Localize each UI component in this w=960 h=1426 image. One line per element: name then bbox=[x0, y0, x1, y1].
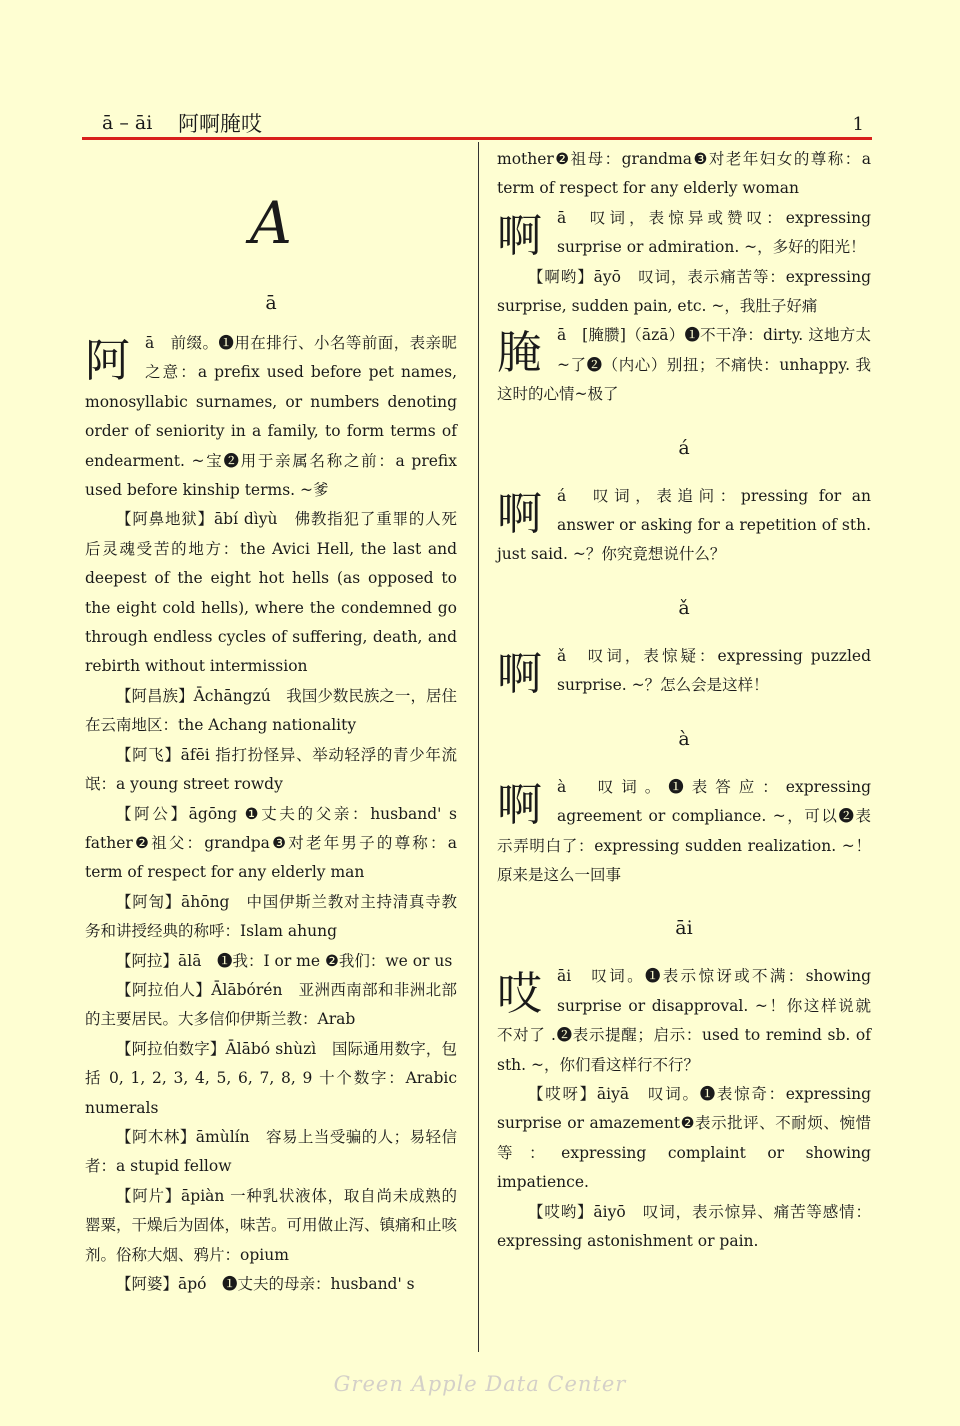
subentry: 【哎哟】āiyō 叹词，表示惊异、痛苦等感情：expressing astonishment or pain. bbox=[497, 1202, 871, 1250]
letter-heading: A bbox=[250, 189, 292, 257]
column-divider bbox=[478, 142, 479, 1352]
entry-text: ā 前缀。❶用在排行、小名等前面，表亲昵之意：a prefix used before pet names, monosyllabic surnames, or numbers denoting order of seniority in a family, to form terms of endearment. ~宝❷用于亲属名称之前：a prefix used before kinship terms. ~爹 bbox=[85, 334, 457, 500]
subentry: 【阿木林】āmùlín 容易上当受骗的人；易轻信者：a stupid fellow bbox=[85, 1127, 457, 1176]
headword: 阿 bbox=[85, 334, 131, 387]
entry-text: ǎ 叹词，表惊疑：expressing puzzled surprise. ~？怎么会是这样！ bbox=[557, 646, 871, 695]
entry-text: ā [腌臜]（āzā）❶不干净：dirty. 这地方太~了❷（内心）别扭；不痛快：unhappy. 我这时的心情~极了 bbox=[497, 326, 871, 404]
entry-text: āi 叹词。❶表示惊讶或不满：showing surprise or disapproval. ~！你这样说就不对了 .❷表示提醒；启示：used to remind sb. of sth. ~，你们看这样行不行？ bbox=[497, 967, 871, 1074]
section-heading-ai: āi bbox=[675, 917, 693, 940]
right-column bbox=[497, 145, 871, 1256]
headword: 啊 bbox=[497, 646, 543, 700]
subentry: 【阿拉伯数字】Ālābó shùzì 国际通用数字，包括 0, 1, 2, 3, 4, 5, 6, 7, 8, 9 十个数字：Arabic numerals bbox=[85, 1039, 457, 1117]
section-heading-a2: á bbox=[678, 436, 690, 459]
entry-text: ā 叹词，表惊异或赞叹：expressing surprise or admiration. ~，多好的阳光！ bbox=[557, 208, 871, 257]
subentry: 【阿片】āpiàn 一种乳状液体，取自尚未成熟的罂粟，干燥后为固体，味苦。可用做止泻、镇痛和止咳剂。俗称大烟、鸦片：opium bbox=[85, 1186, 458, 1264]
subentry: 【阿拉】ālā ❶我：I or me ❷我们：we or us bbox=[116, 951, 453, 970]
headword: 啊 bbox=[497, 777, 543, 831]
section-heading-a1: ā bbox=[265, 292, 277, 314]
entry-a4 bbox=[497, 773, 871, 891]
subentry: 【阿婆】āpó ❶丈夫的母亲：husband' s bbox=[116, 1275, 415, 1293]
entry-a2 bbox=[497, 482, 871, 570]
subentry: 【阿鼻地狱】ābí dìyù 佛教指犯了重罪的人死后灵魂受苦的地方：the Avici Hell, the last and deepest of the eight hot hells (as opposed to the eight cold hells), where the condemned go through endless cycles of suffering, death, and rebirth without intermission bbox=[85, 510, 457, 676]
subentry: 【阿昌族】Āchāngzú 我国少数民族之一，居住在云南地区：the Achang nationality bbox=[85, 686, 457, 735]
subentry: 【哎呀】āiyā 叹词。❶表惊奇：expressing surprise or amazement❷表示批评、不耐烦、惋惜等：expressing complaint or showing impatience. bbox=[497, 1084, 871, 1192]
continuation-text: mother❷祖母：grandma❸对老年妇女的尊称：a term of respect for any elderly woman bbox=[497, 150, 871, 198]
page-number: 1 bbox=[852, 114, 864, 135]
headword: 啊 bbox=[497, 208, 543, 262]
headword: 啊 bbox=[497, 486, 543, 540]
entry-a bbox=[85, 329, 457, 505]
entry-a1 bbox=[497, 204, 871, 263]
entry-text: á 叹词，表追问：pressing for an answer or asking for a repetition of sth. just said. ~？你究竟想说什么？ bbox=[497, 486, 871, 564]
entry-a3 bbox=[497, 642, 871, 701]
subentry: 【阿公】āgōng ❶丈夫的父亲：husband' s father❷祖父：grandpa❸对老年男子的尊称：a term of respect for any elderly man bbox=[85, 804, 457, 882]
watermark: Green Apple Data Center bbox=[333, 1372, 627, 1396]
header-rule bbox=[82, 137, 872, 140]
entry-azang bbox=[497, 321, 871, 409]
subentry: 【阿拉伯人】Ālābórén 亚洲西南部和非洲北部的主要居民。大多信仰伊斯兰教：Arab bbox=[85, 980, 457, 1029]
page-header bbox=[82, 108, 872, 138]
entry-text: à 叹词。❶表答应：expressing agreement or compliance. ~，可以❷表示弄明白了：expressing sudden realization. ~！原来是这么一回事 bbox=[497, 777, 871, 884]
section-heading-a4: à bbox=[678, 727, 690, 750]
entry-ai bbox=[497, 962, 871, 1080]
subentry: 【阿飞】āfēi 指打扮怪异、举动轻浮的青少年流氓：a young street rowdy bbox=[85, 745, 457, 794]
left-column bbox=[85, 145, 457, 1299]
subentry: 【阿訇】āhōng 中国伊斯兰教对主持清真寺教务和讲授经典的称呼：Islam ahung bbox=[85, 892, 457, 941]
header-characters: 阿啊腌哎 bbox=[178, 112, 262, 136]
headword: 腌 bbox=[497, 326, 543, 380]
section-heading-a3: ǎ bbox=[678, 596, 690, 619]
subentry: 【啊哟】āyō 叹词，表示痛苦等：expressing surprise, sudden pain, etc. ~，我肚子好痛 bbox=[497, 267, 871, 316]
header-range: ā – āi bbox=[102, 112, 153, 134]
headword: 哎 bbox=[497, 967, 543, 1021]
